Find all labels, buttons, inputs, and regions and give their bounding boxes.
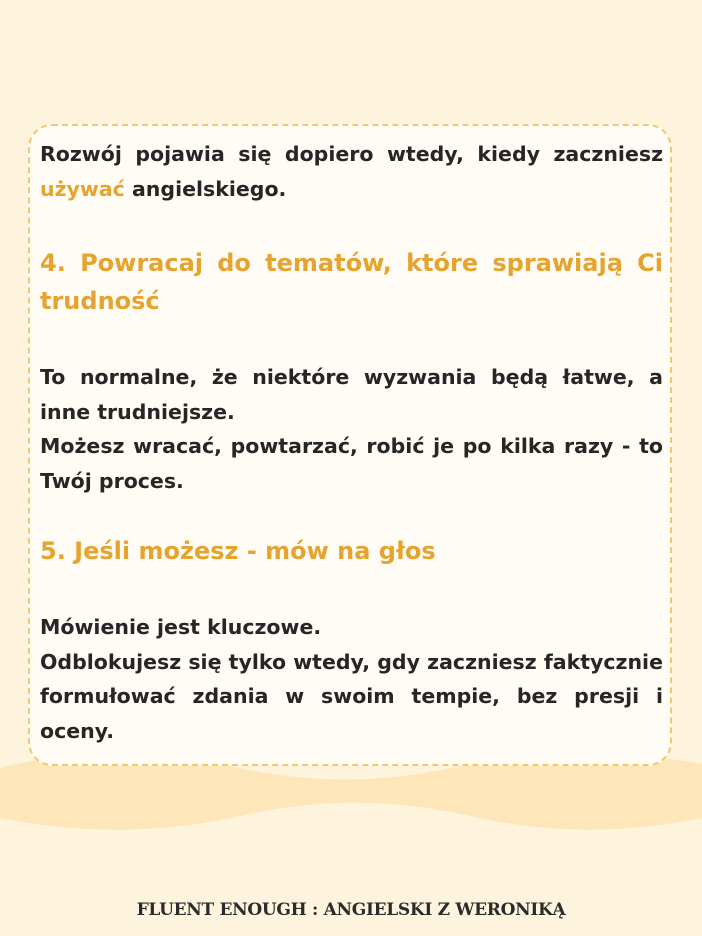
- intro-highlight: używać: [40, 176, 125, 201]
- section-5-paragraph-2: Odblokujesz się tylko wtedy, gdy zaczniesz faktycznie formułować zdania w swoim tempie, bez presji i oceny.: [40, 649, 663, 743]
- intro-text: Rozwój pojawia się dopiero wtedy, kiedy zaczniesz: [40, 142, 663, 166]
- intro-paragraph: [40, 137, 663, 206]
- section-4-heading: 4. Powracaj do tematów, które sprawiają Ci trudność: [40, 249, 663, 315]
- intro-text-end: angielskiego.: [124, 176, 287, 201]
- footer-brand: FLUENT ENOUGH : ANGIELSKI Z WERONIKĄ: [136, 900, 566, 920]
- content-area: [40, 137, 663, 748]
- section-4-paragraph-2: Możesz wracać, powtarzać, robić je po kilka razy - to Twój proces.: [40, 434, 663, 493]
- section-5-heading: 5. Jeśli możesz - mów na głos: [40, 537, 436, 565]
- section-4-paragraph-1: To normalne, że niektóre wyzwania będą łatwe, a inne trudniejsze.: [40, 365, 663, 424]
- section-5-paragraph-1: Mówienie jest kluczowe.: [40, 615, 322, 639]
